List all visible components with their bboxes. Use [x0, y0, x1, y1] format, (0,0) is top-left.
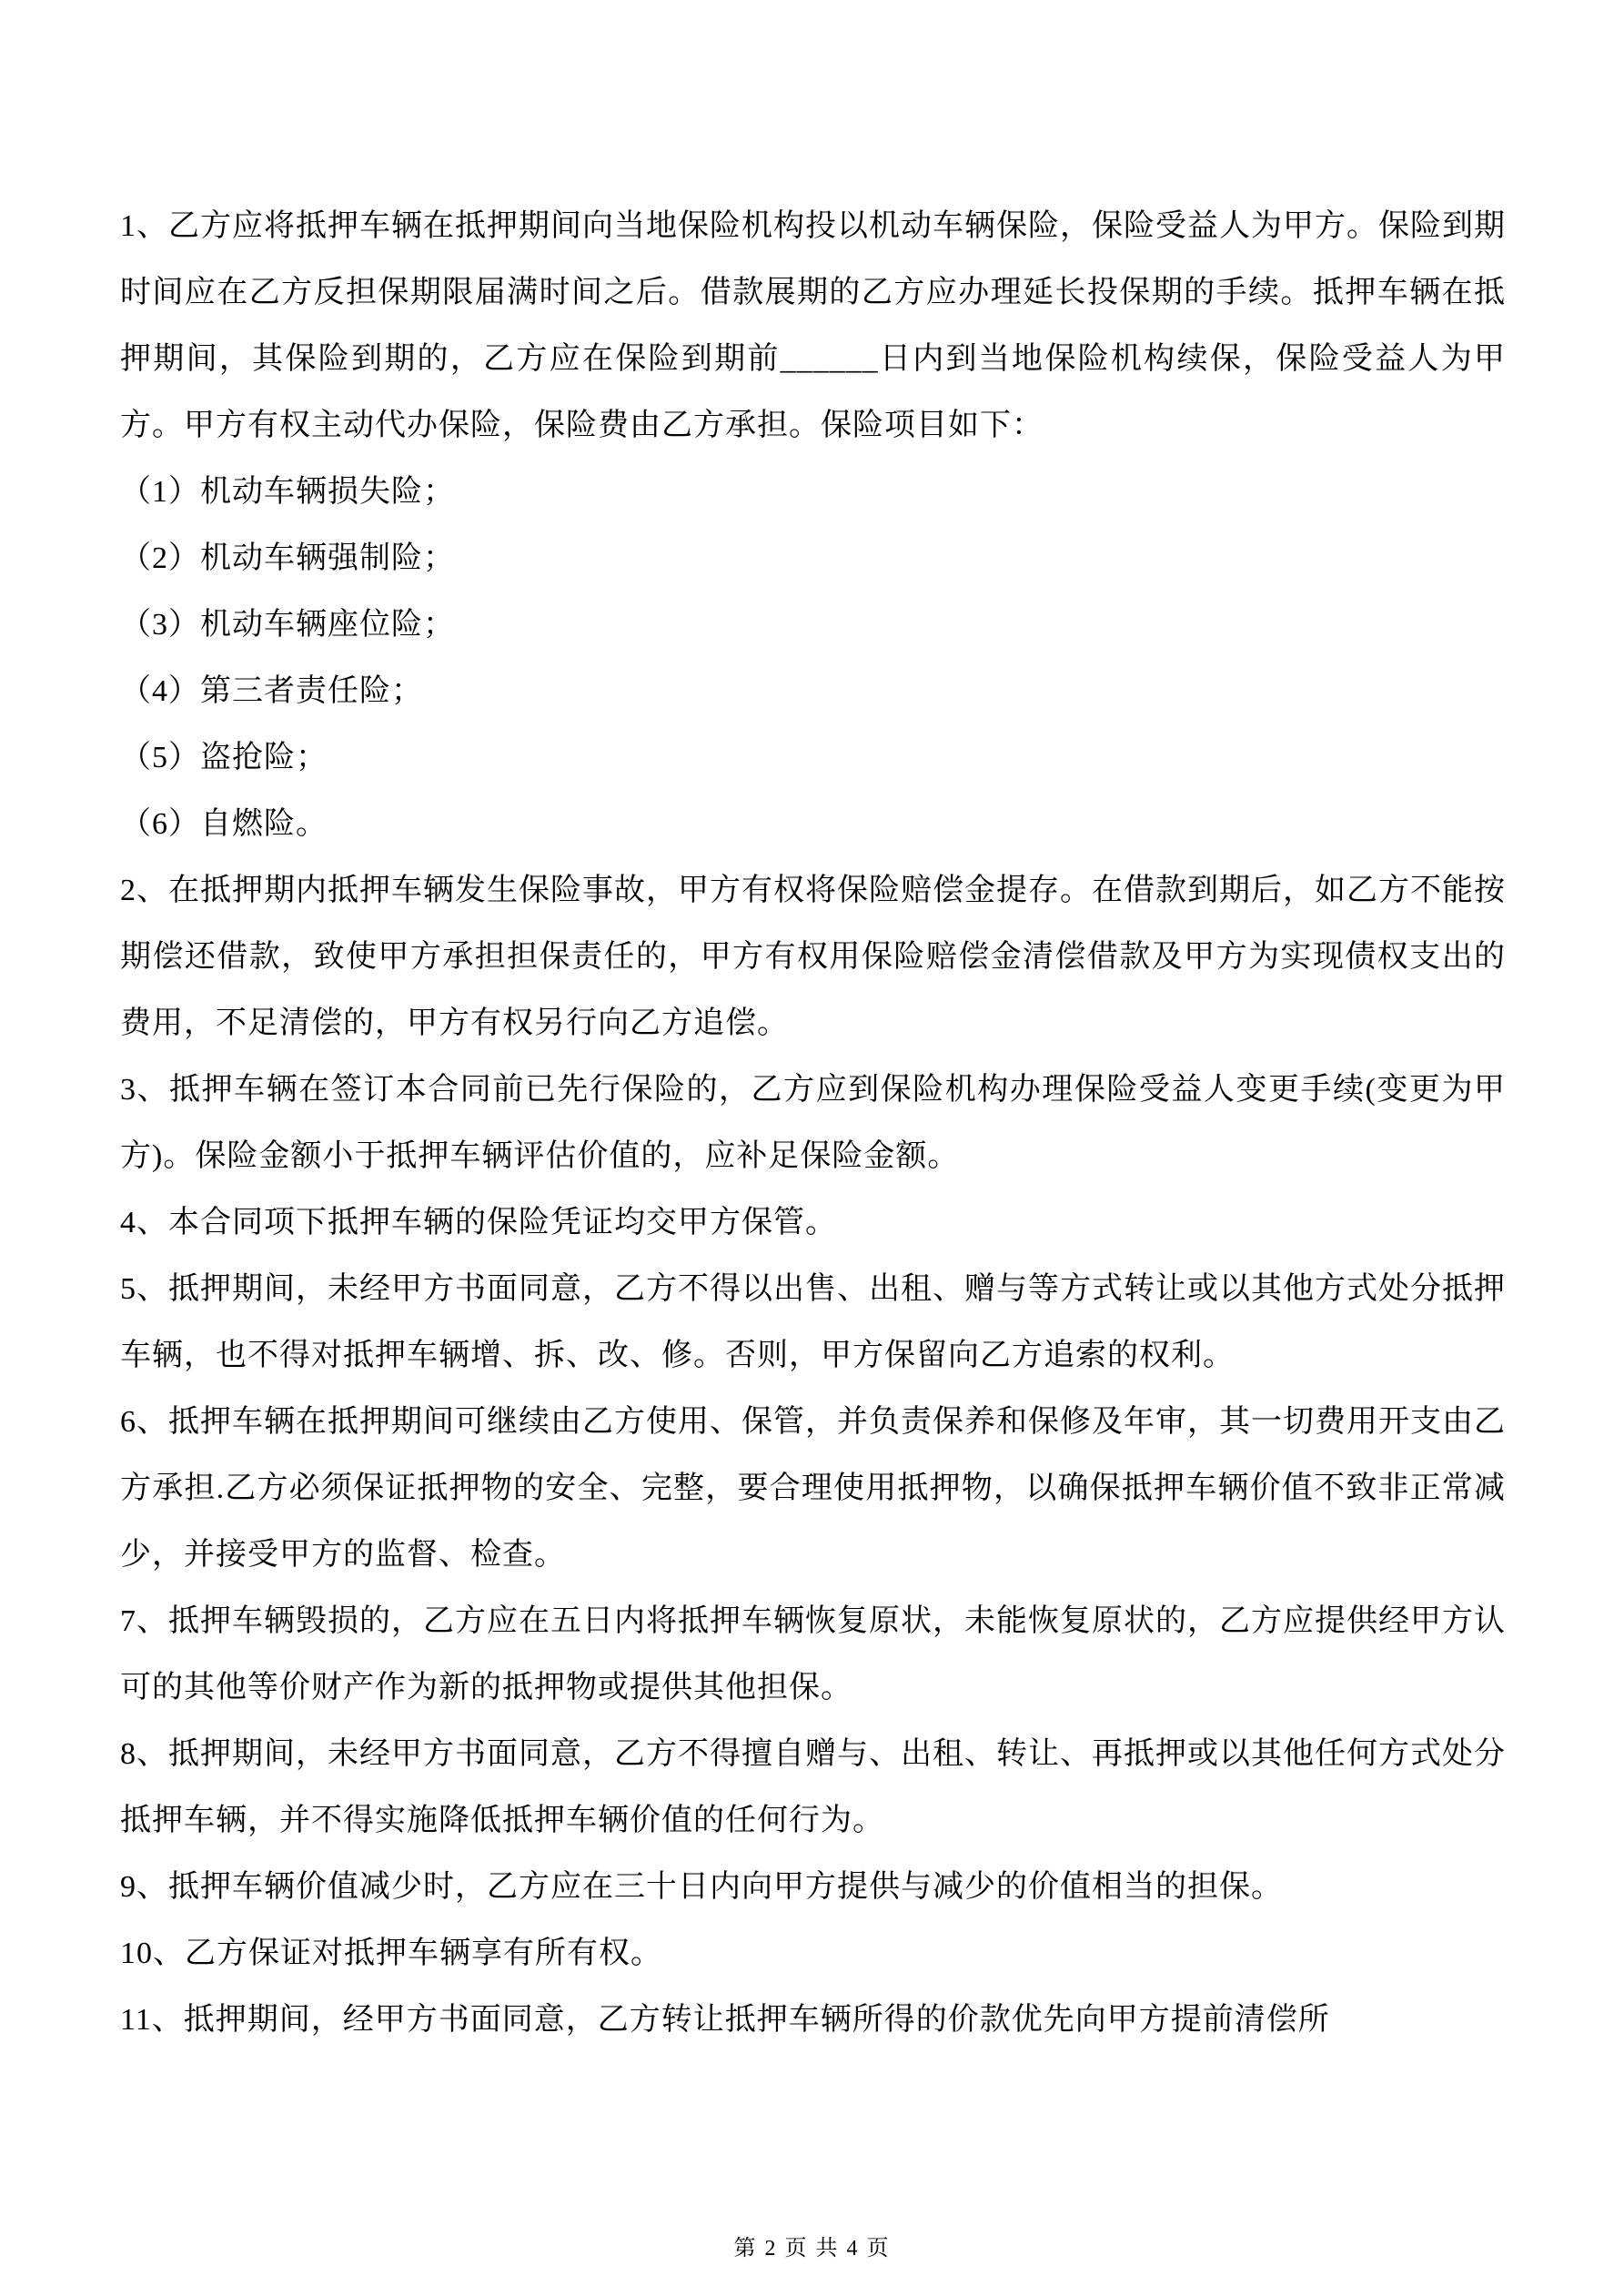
- clause-8: 8、抵押期间，未经甲方书面同意，乙方不得擅自赠与、出租、转让、再抵押或以其他任何方式处分抵押车辆，并不得实施降低抵押车辆价值的任何行为。: [120, 1737, 1506, 1837]
- clause-7: 7、抵押车辆毁损的，乙方应在五日内将抵押车辆恢复原状，未能恢复原状的，乙方应提供经甲方认可的其他等价财产作为新的抵押物或提供其他担保。: [120, 1604, 1506, 1704]
- clause-10: 10、乙方保证对抵押车辆享有所有权。: [120, 1937, 662, 1970]
- contract-body: [120, 193, 1506, 2053]
- insurance-item-6: （6）自燃险。: [120, 807, 328, 841]
- page-number-footer: 第 2 页 共 4 页: [733, 2237, 891, 2261]
- clause-3: 3、抵押车辆在签订本合同前已先行保险的，乙方应到保险机构办理保险受益人变更手续(变更为甲方)。保险金额小于抵押车辆评估价值的，应补足保险金额。: [120, 1073, 1506, 1173]
- clause-6: 6、抵押车辆在抵押期间可继续由乙方使用、保管，并负责保养和保修及年审，其一切费用开支由乙方承担.乙方必须保证抵押物的安全、完整，要合理使用抵押物，以确保抵押车辆价值不致非正常减少，并接受甲方的监督、检查。: [120, 1405, 1506, 1572]
- clause-1: 1、乙方应将抵押车辆在抵押期间向当地保险机构投以机动车辆保险，保险受益人为甲方。保险到期时间应在乙方反担保期限届满时间之后。借款展期的乙方应办理延长投保期的手续。抵押车辆在抵押期间，其保险到期的，乙方应在保险到期前______日内到当地保险机构续保，保险受益人为甲方。甲方有权主动代办保险，保险费由乙方承担。保险项目如下：: [120, 209, 1506, 442]
- insurance-item-1: （1）机动车辆损失险；: [120, 475, 455, 509]
- clause-11: 11、抵押期间，经甲方书面同意，乙方转让抵押车辆所得的价款优先向甲方提前清偿所: [120, 2003, 1330, 2037]
- clause-5: 5、抵押期间，未经甲方书面同意，乙方不得以出售、出租、赠与等方式转让或以其他方式处分抵押车辆，也不得对抵押车辆增、拆、改、修。否则，甲方保留向乙方追索的权利。: [120, 1272, 1506, 1372]
- insurance-item-5: （5）盗抢险；: [120, 741, 328, 774]
- insurance-item-3: （3）机动车辆座位险；: [120, 608, 455, 642]
- insurance-item-4: （4）第三者责任险；: [120, 674, 423, 708]
- clause-9: 9、抵押车辆价值减少时，乙方应在三十日内向甲方提供与减少的价值相当的担保。: [120, 1870, 1283, 1904]
- insurance-item-2: （2）机动车辆强制险；: [120, 541, 455, 575]
- clause-4: 4、本合同项下抵押车辆的保险凭证均交甲方保管。: [120, 1206, 837, 1239]
- clause-2: 2、在抵押期内抵押车辆发生保险事故，甲方有权将保险赔偿金提存。在借款到期后，如乙方不能按期偿还借款，致使甲方承担担保责任的，甲方有权用保险赔偿金清偿借款及甲方为实现债权支出的费用，不足清偿的，甲方有权另行向乙方追偿。: [120, 874, 1506, 1040]
